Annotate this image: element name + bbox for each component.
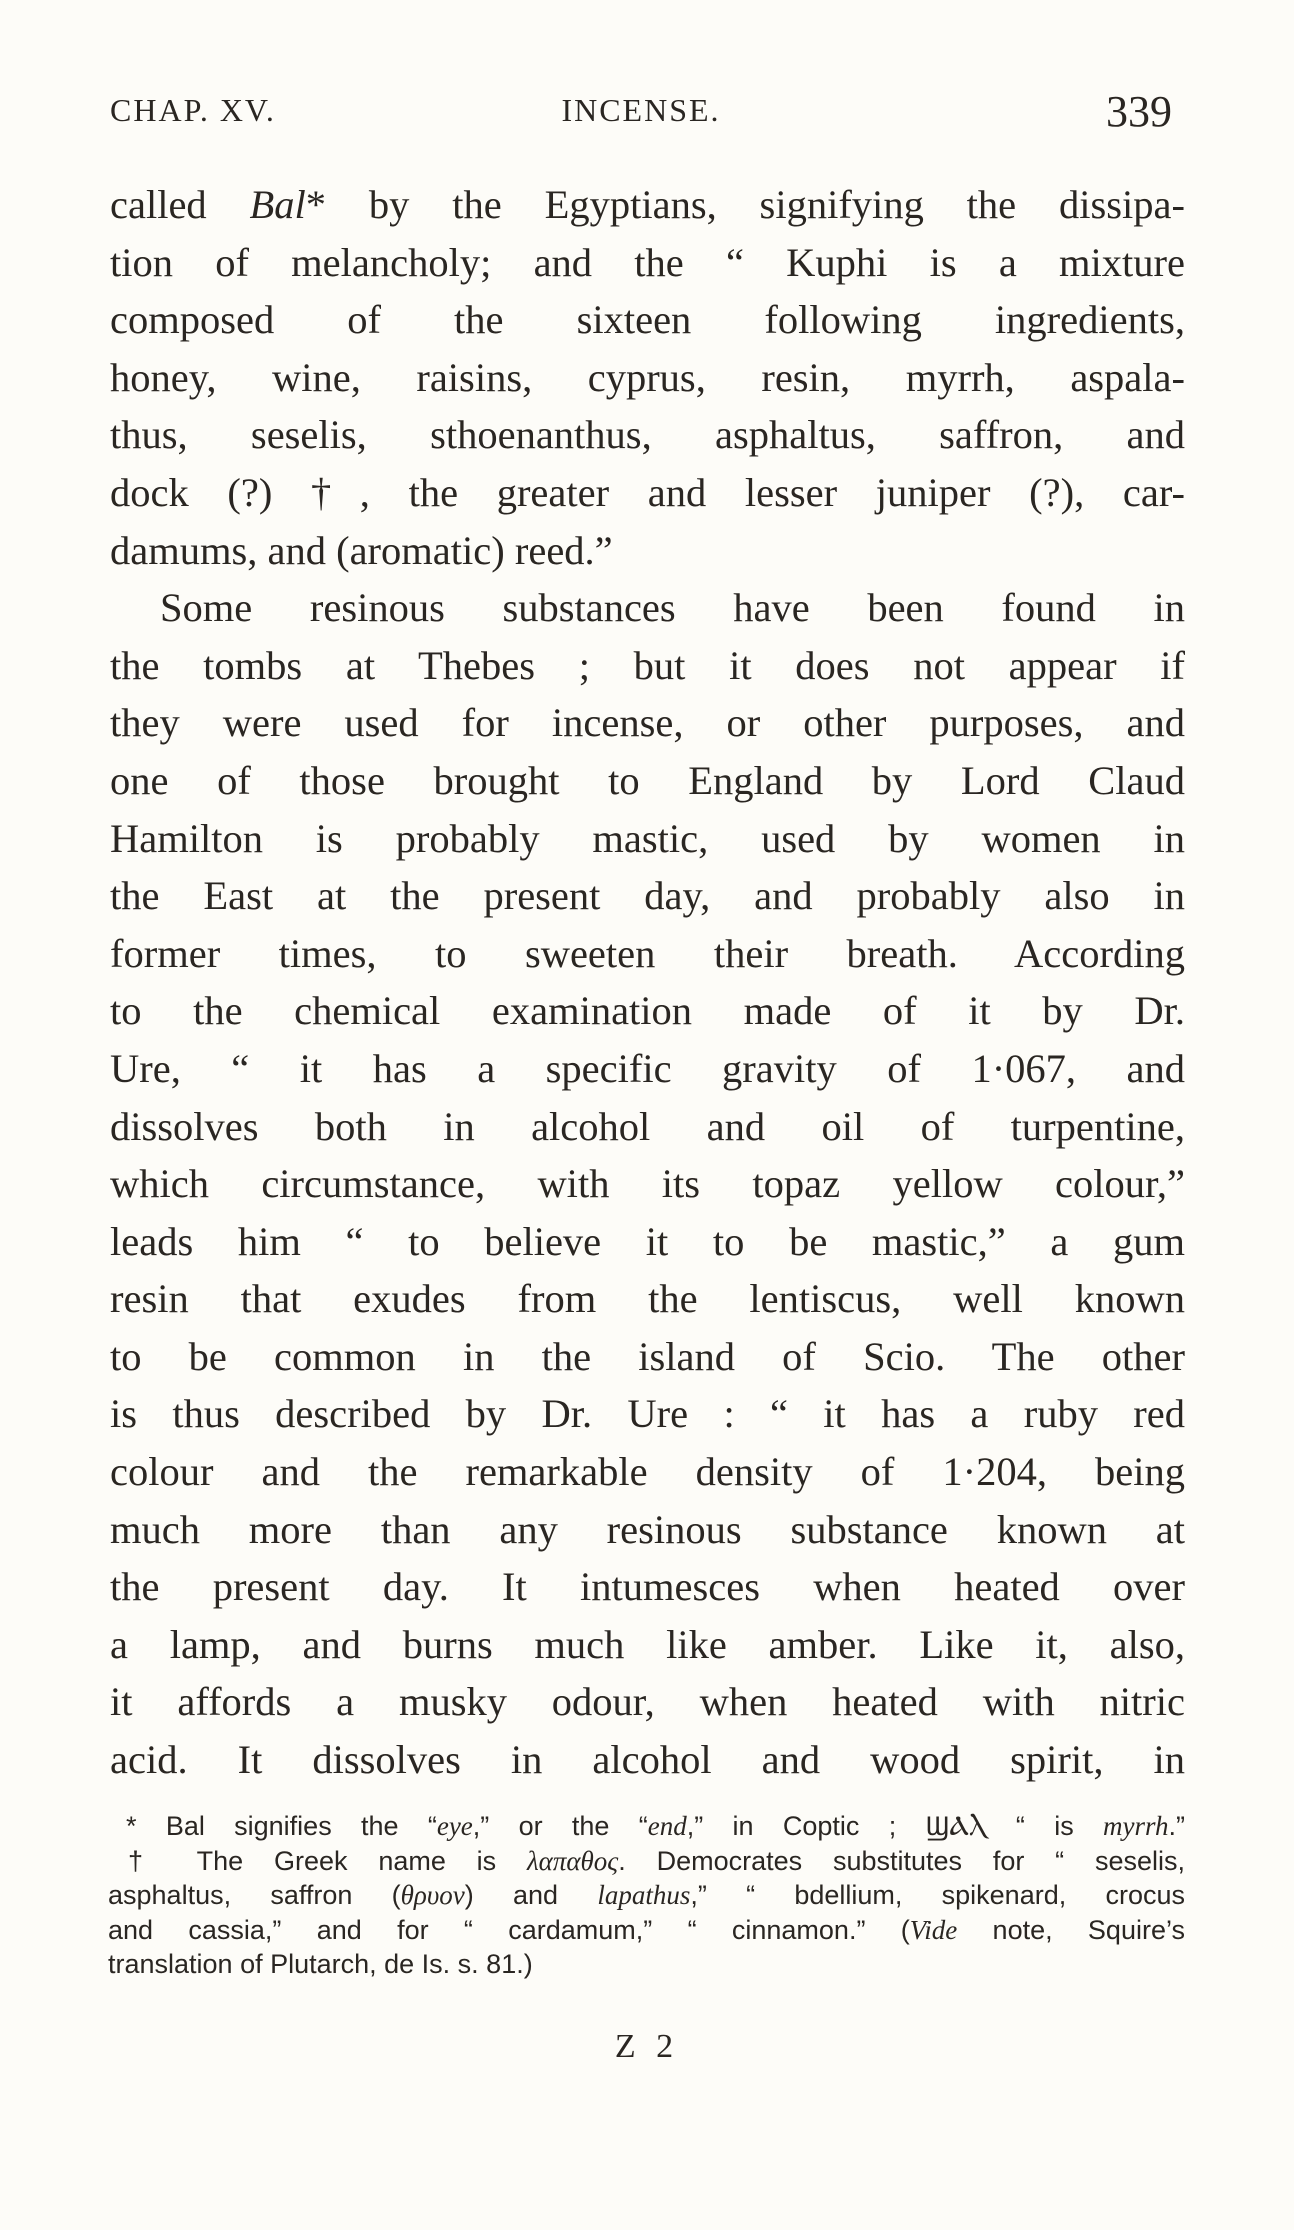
coptic-word: ϢⲀⲖ xyxy=(925,1811,987,1841)
text-line: damums, and (aromatic) reed.” xyxy=(110,527,613,573)
text-line: tion of melancholy; and the “ Kuphi is a mixture xyxy=(110,239,1185,285)
footnote-dagger-line: and cassia,” and for “ cardamum,” “ cinnamon.” (Vide note, Squire’s xyxy=(108,1914,1185,1945)
text-line: dissolves both in alcohol and oil of turpentine, xyxy=(110,1103,1185,1149)
text-line: much more than any resinous substance known at xyxy=(110,1506,1185,1552)
text-line: the East at the present day, and probably also in xyxy=(110,873,1185,919)
text-line: is thus described by Dr. Ure : “ it has a ruby red xyxy=(110,1391,1185,1437)
text-line: Ure, “ it has a specific gravity of 1·067, and xyxy=(110,1045,1185,1091)
text-line: dock (?) †, the greater and lesser juniper (?), car- xyxy=(110,469,1185,515)
greek-word: θρυον xyxy=(400,1880,465,1910)
footnote-dagger-line: translation of Plutarch, de Is. s. 81.) xyxy=(108,1949,533,1979)
running-title: INCENSE. xyxy=(561,92,721,128)
text-line: a lamp, and burns much like amber. Like it, also, xyxy=(110,1621,1185,1667)
text-line: which circumstance, with its topaz yellow colour,” xyxy=(110,1161,1185,1207)
text-line: called Bal* by the Egyptians, signifying the dissipa- xyxy=(110,182,1185,227)
greek-word: λαπαθος xyxy=(526,1845,619,1876)
footnote-dagger-line: asphaltus, saffron (θρυον) and lapathus,” “ bdellium, spikenard, crocus xyxy=(108,1880,1186,1910)
text-line: former times, to sweeten their breath. According xyxy=(110,930,1185,976)
running-header xyxy=(110,87,1172,142)
chapter-label: CHAP. XV. xyxy=(110,92,276,128)
text-line: honey, wine, raisins, cyprus, resin, myrrh, aspala- xyxy=(110,354,1185,400)
signature-mark: Z 2 xyxy=(614,2028,680,2065)
footnote-star: * Bal signifies the “eye,” or the “end,” in Coptic ; ϢⲀⲖ “ is myrrh.” xyxy=(126,1811,1186,1841)
text-line: leads him “ to believe it to be mastic,” a gum xyxy=(110,1218,1185,1264)
text-line: to be common in the island of Scio. The other xyxy=(110,1333,1185,1379)
text-line: thus, seselis, sthoenanthus, asphaltus, saffron, and xyxy=(110,412,1185,458)
footnote-dagger-line: † The Greek name is λαπαθος. Democrates substitutes for “ seselis, xyxy=(128,1845,1185,1876)
text-line: to the chemical examination made of it by Dr. xyxy=(110,988,1185,1034)
text-line: the tombs at Thebes ; but it does not appear if xyxy=(110,642,1185,688)
text-line: the present day. It intumesces when heated over xyxy=(110,1564,1185,1610)
page-number: 339 xyxy=(1106,87,1172,136)
text-line: composed of the sixteen following ingredients, xyxy=(110,297,1185,343)
text-line: acid. It dissolves in alcohol and wood spirit, in xyxy=(110,1737,1185,1783)
text-line: one of those brought to England by Lord Claud xyxy=(110,757,1185,803)
footnotes xyxy=(108,1809,1185,1982)
text-line: they were used for incense, or other purposes, and xyxy=(110,700,1185,746)
text-line: Hamilton is probably mastic, used by women in xyxy=(110,815,1185,861)
text-line: colour and the remarkable density of 1·204, being xyxy=(110,1449,1185,1495)
text-line: resin that exudes from the lentiscus, well known xyxy=(110,1276,1185,1322)
body-text xyxy=(110,176,1185,1789)
text-line: Some resinous substances have been found in xyxy=(160,585,1185,631)
text-line: it affords a musky odour, when heated with nitric xyxy=(110,1679,1185,1725)
